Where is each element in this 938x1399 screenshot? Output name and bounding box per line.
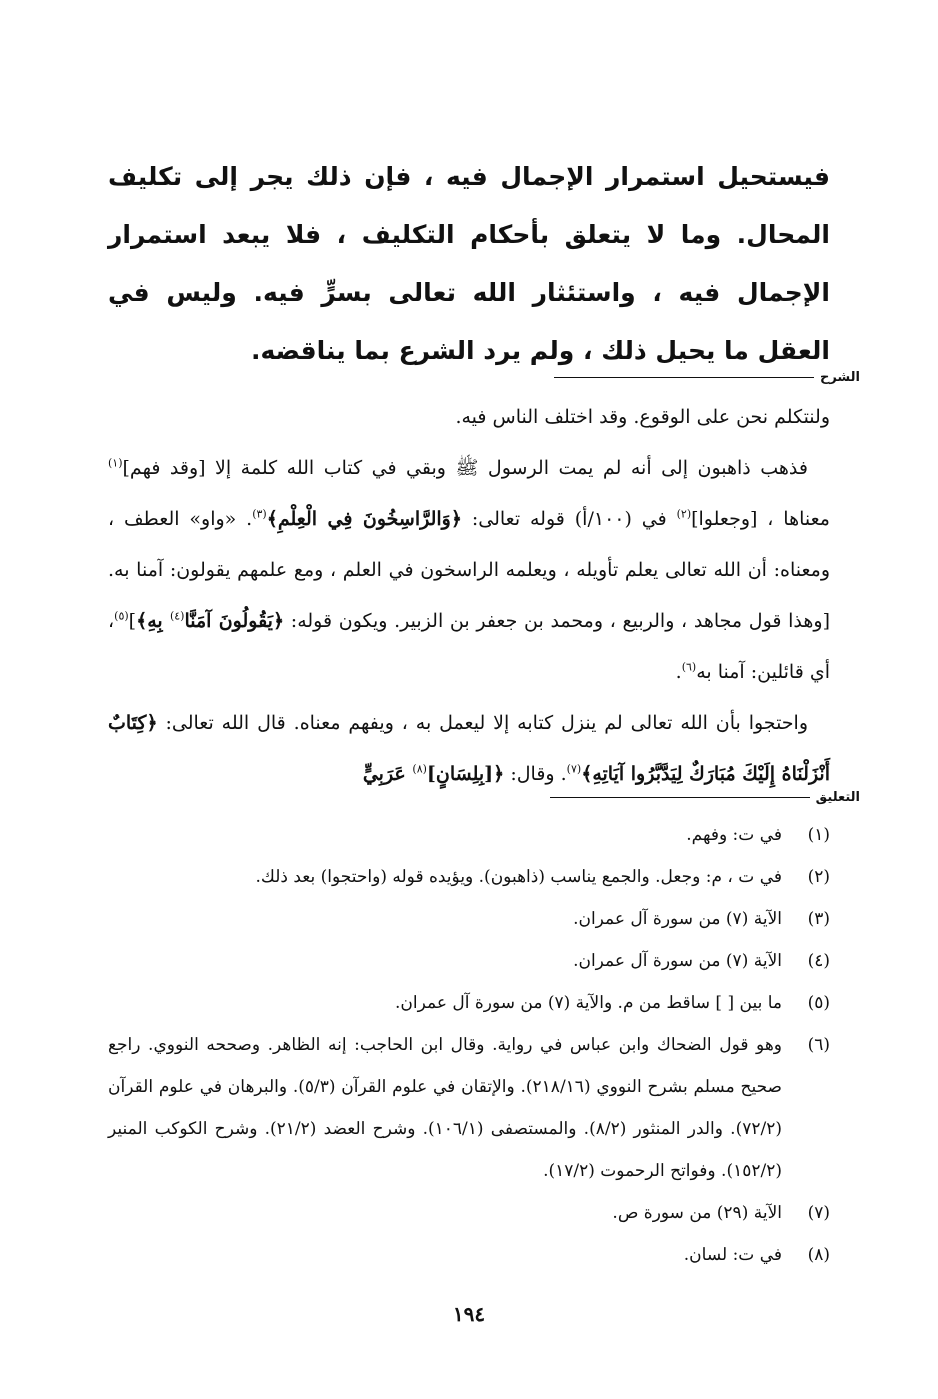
footnote-ref-2: (٢) [676, 507, 692, 521]
footnote-text: في ت: لسان. [683, 1245, 782, 1265]
footnote-text: في ت: وفهم. [686, 825, 782, 845]
footnote-text: الآية (٧) من سورة آل عمران. [573, 951, 782, 971]
footnotes-list [108, 814, 830, 1276]
quran-quote: بِهِ﴾ [136, 610, 170, 632]
commentary-paragraph-1: ولنتكلم نحن على الوقوع. وقد اختلف الناس فيه. [455, 406, 830, 428]
footnote-text: الآية (٢٩) من سورة ص. [612, 1203, 782, 1223]
footnote-number: (١) [807, 825, 830, 845]
text-run: في (١٠٠/أ) قوله تعالى: [461, 508, 677, 530]
footnote-ref-3: (٣) [252, 507, 267, 521]
notes-rule [550, 797, 810, 798]
footnote [108, 1192, 830, 1234]
footnote-ref-8: (٨) [412, 762, 427, 776]
footnote [108, 856, 830, 898]
footnote [108, 814, 830, 856]
footnote-number: (٢) [807, 867, 830, 887]
footnote-number: (٣) [807, 909, 830, 929]
footnote-number: (٧) [807, 1203, 830, 1223]
footnote-number: (٦) [807, 1035, 830, 1055]
quran-quote: ﴿[بِلِسَانٍ] [426, 763, 505, 785]
main-text-block [108, 148, 830, 380]
quran-quote: ﴿يَقُولُونَ آمَنَّا [184, 610, 285, 632]
footnote-ref-5: (٥) [114, 609, 129, 623]
quran-quote: عَرَبِيٍّ [362, 763, 413, 785]
quran-quote: ﴿كِتَابٌ أَنْزَلْنَاهُ إِلَيْكَ مُبَارَكٌ لِيَدَّبَّرُوا آيَاتِهِ﴾ [108, 712, 830, 785]
footnote-ref-6: (٦) [681, 660, 697, 674]
footnote [108, 940, 830, 982]
footnote-number: (٤) [807, 951, 830, 971]
notes-divider [60, 786, 860, 808]
footnote-ref-1: (١) [108, 456, 123, 470]
commentary-paragraph-3 [108, 698, 830, 800]
text-run: . «واو» العطف ، ومعناه: أن الله تعالى يعلم تأويله ، ويعلمه الراسخون في العلم ، ومع علمهم يقولون: آمنا به. [وهذا قول مجاهد ، والربيع ، ومحمد بن جعفر بن الزبير. ويكون قوله: [108, 508, 831, 632]
footnote-text: وهو قول الضحاك وابن عباس في رواية. وقال ابن الحاجب: إنه الظاهر. وصححه النووي. راجع صحيح مسلم بشرح النووي (٢١٨/١٦). والإتقان في علوم القرآن (٥/٣). والبرهان في علوم القرآن (٧٢/٢). والدر المنثور (٨/٢). والمستصفى (١٠٦/١). وشرح العضد (٢١/٢). وشرح الكوكب المنير (١٥٢/٢). وفواتح الرحموت (١٧/٢). [108, 1035, 782, 1181]
footnote-number: (٥) [807, 993, 830, 1013]
text-run: . وقال: [504, 763, 567, 785]
footnote [108, 1234, 830, 1276]
footnote-text: ما بين [ ] ساقط من م. والآية (٧) من سورة آل عمران. [395, 993, 782, 1013]
footnote-text: في ت ، م: وجعل. والجمع يناسب (ذاهبون). ويؤيده قوله (واحتجوا) بعد ذلك. [255, 867, 782, 887]
commentary-label: الشرح [819, 369, 860, 385]
text-run: ] [128, 610, 137, 632]
commentary-divider [60, 366, 860, 388]
text-run: ، أي قائلين: آمنا به [108, 610, 830, 683]
footnote [108, 1024, 830, 1192]
commentary-paragraph-2 [108, 443, 830, 698]
text-run: واحتجوا بأن الله تعالى لم ينزل كتابه إلا ليعمل به ، ويفهم معناه. قال الله تعالى: [157, 712, 808, 734]
text-run: فذهب ذاهبون إلى أنه لم يمت الرسول ﷺ وبقي في كتاب الله كلمة إلا [وقد فهم] [122, 457, 808, 479]
quran-quote: ﴿وَالرَّاسِخُونَ فِي الْعِلْمِ﴾ [266, 508, 462, 530]
footnote-ref-7: (٧) [566, 762, 582, 776]
page-number: ١٩٤ [452, 1302, 486, 1326]
text-run: معناها ، [وجعلوا] [691, 508, 830, 530]
commentary-block [108, 392, 830, 800]
notes-label: التعليق [815, 789, 860, 805]
commentary-rule [554, 377, 814, 378]
footnote [108, 982, 830, 1024]
main-text: فيستحيل استمرار الإجمال فيه ، فإن ذلك يجر إلى تكليف المحال. وما لا يتعلق بأحكام التكليف ، فلا يبعد استمرار الإجمال فيه ، واستئثار الله تعالى بسرٍّ فيه. وليس في العقل ما يحيل ذلك ، ولم يرد الشرع بما يناقضه. [108, 162, 830, 365]
text-run: . [675, 661, 682, 683]
footnote-text: الآية (٧) من سورة آل عمران. [573, 909, 782, 929]
footnote-number: (٨) [807, 1245, 830, 1265]
footnote [108, 898, 830, 940]
footnote-ref-4: (٤) [169, 609, 185, 623]
